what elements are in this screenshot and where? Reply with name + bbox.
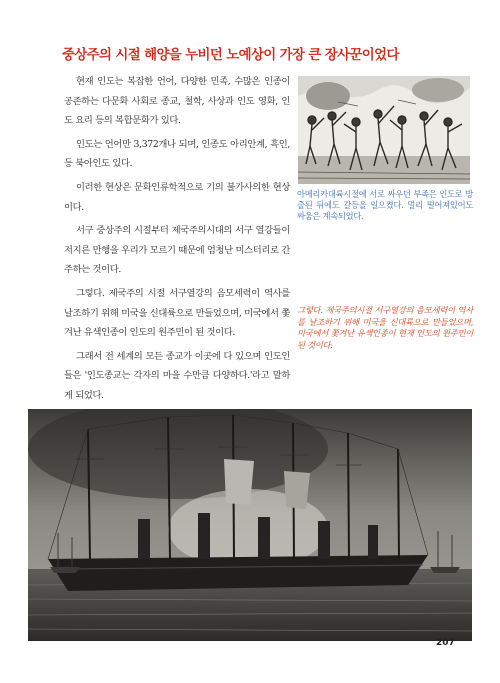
steamship-drawing xyxy=(28,409,472,641)
paragraph: 그렇다. 제국주의 시절 서구열강의 음모세력이 역사를 날조하기 위해 미국을 신대륙으로 만들었으며, 미국에서 쫓겨난 유색인종이 인도의 원주민이 된 것이다. xyxy=(64,287,290,339)
paragraph: 현재 인도는 복잡한 언어, 다양한 민족, 수많은 인종이 공존하는 다문화 사회로 종교, 철학, 사상과 인도 영화, 인도 요리 등의 복합문화가 있다. xyxy=(64,76,290,127)
paragraph: 이러한 현상은 문화인류학적으로 기의 불가사의한 현상이다. xyxy=(64,181,290,213)
figure-caption: 아메리카대륙시절에 서로 싸우던 부족은 인도로 방출된 뒤에도 갈등을 일으켰다. 멀리 떨어져있어도 싸움은 계속되었다. xyxy=(297,189,473,221)
tribal-battle-engraving xyxy=(298,76,470,184)
body-text xyxy=(64,72,290,410)
page-number: 207 xyxy=(436,638,455,648)
paragraph: 그래서 전 세계의 모든 종교가 이곳에 다 있으며 인도인들은 '인도종교는 각자의 마을 수만큼 다양하다.'라고 말하게 되었다. xyxy=(64,350,290,401)
paragraph: 서구 중상주의 시절부터 제국주의시대의 서구 열강들이 저지른 만행을 우리가 모르기 때문에 엄청난 미스터리로 간주하는 것이다. xyxy=(64,225,290,276)
engraving-illustration xyxy=(298,76,470,184)
section-heading: 중상주의 시절 해양을 누비던 노예상이 가장 큰 장사꾼이었다 xyxy=(62,48,399,63)
pull-quote: 그렇다. 제국주의시절 서구열강의 음모세력이 역사를 날조하기 위해 미국을 신대륙으로 만들었으며, 미국에서 쫓겨난 유색인종이 현재 인도의 원주민이 된 것이다. xyxy=(297,305,473,350)
steamship-illustration xyxy=(28,409,472,641)
paragraph: 인도는 언어만 3,372개나 되며, 인종도 아리안계, 흑인, 등 북아인도 있다. xyxy=(64,138,290,170)
